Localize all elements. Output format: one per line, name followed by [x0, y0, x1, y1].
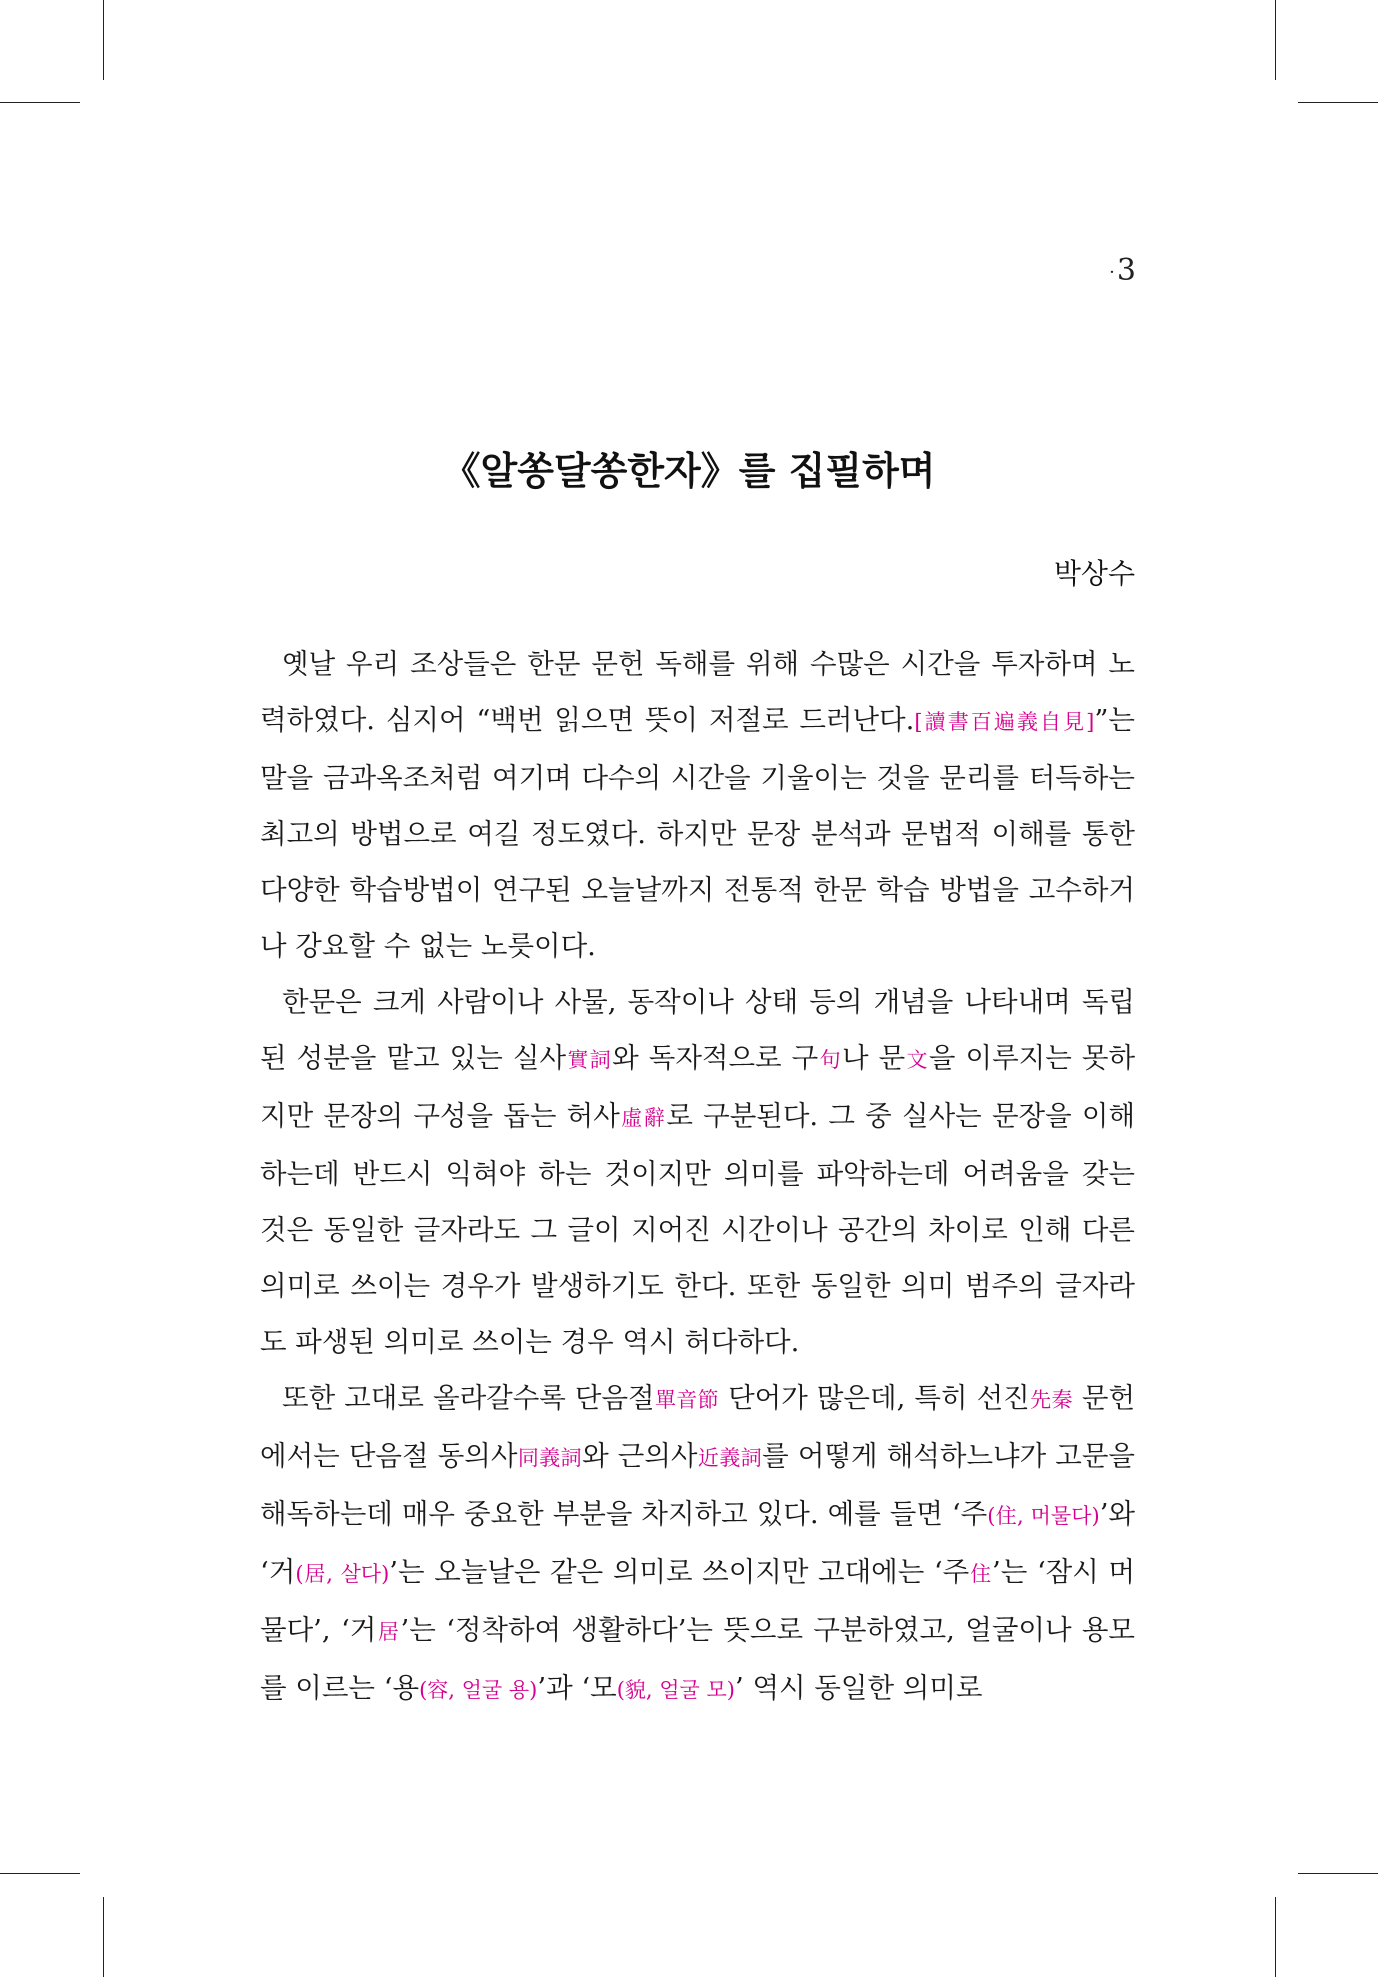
hanja-annotation: (居, 살다): [295, 1562, 390, 1586]
text-run: 를 어떻게 해석하느냐가 고문을 해독하는데 매우 중요한 부분을 차지하고 있다. 예를 들면 ‘주: [260, 1440, 1135, 1530]
crop-mark-top-right-vertical: [1275, 0, 1276, 80]
text-run: ”는 말을 금과옥조처럼 여기며 다수의 시간을 기울이는 것을 문리를 터득하는 최고의 방법으로 여길 정도였다. 하지만 문장 분석과 문법적 이해를 통한 다양한 학습방법이 연구된 오늘날까지 전통적 한문 학습 방법을 고수하거나 강요할 수 없는 노릇이다.: [260, 704, 1135, 962]
text-run: 로 구분된다. 그 중 실사는 문장을 이해하는데 반드시 익혀야 하는 것이지만 의미를 파악하는데 어려움을 갖는 것은 동일한 글자라도 그 글이 지어진 시간이나 공간의 차이로 인해 다른 의미로 쓰이는 경우가 발생하기도 한다. 또한 동일한 의미 범주의 글자라도 파생된 의미로 쓰이는 경우 역시 허다하다.: [260, 1100, 1136, 1358]
text-run: ’과 ‘모: [537, 1672, 617, 1704]
hanja-annotation: 先秦: [1029, 1388, 1073, 1412]
text-run: ’와 ‘거: [260, 1498, 1135, 1588]
hanja-annotation: 文: [905, 1048, 929, 1072]
paragraph-3: [260, 1370, 1135, 1718]
text-run: 을 이루지는 못하지만 문장의 구성을 돕는 허사: [260, 1042, 1136, 1132]
paragraph-2: [260, 974, 1135, 1370]
text-run: ’는 ‘정착하여 생활하다’는 뜻으로 구분하였고, 얼굴이나 용모를 이르는 ‘용: [260, 1614, 1135, 1704]
hanja-annotation: 住: [969, 1562, 993, 1586]
text-run: ’는 ‘잠시 머물다’, ‘거: [260, 1556, 1136, 1646]
author-name: 박상수: [1053, 557, 1135, 590]
page-number-value: 3: [1116, 253, 1136, 288]
text-run: 한문은 크게 사람이나 사물, 동작이나 상태 등의 개념을 나타내며 독립된 성분을 맡고 있는 실사: [260, 986, 1135, 1074]
hanja-annotation: 實詞: [566, 1048, 613, 1072]
text-run: 옛날 우리 조상들은 한문 문헌 독해를 위해 수많은 시간을 투자하며 노력하였다. 심지어 “백번 읽으면 뜻이 저절로 드러난다.: [260, 648, 1135, 736]
text-run: ’는 오늘날은 같은 의미로 쓰이지만 고대에는 ‘주: [389, 1556, 970, 1588]
hanja-annotation: 近義詞: [697, 1446, 763, 1470]
text-run: 와 독자적으로 구: [612, 1042, 819, 1074]
hanja-annotation: 虛辭: [619, 1106, 667, 1130]
hanja-annotation: 單音節: [654, 1388, 719, 1412]
hanja-annotation: 居: [376, 1620, 401, 1644]
hanja-annotation: (住, 머물다): [987, 1504, 1100, 1528]
page-number-dot: ·: [1109, 261, 1115, 283]
text-run: 나 문: [841, 1042, 906, 1074]
crop-mark-bottom-right-horizontal: [1298, 1873, 1378, 1874]
hanja-annotation: 句: [818, 1048, 842, 1072]
text-run: ’ 역시 동일한 의미로: [734, 1672, 983, 1704]
page-title: 《알쏭달쏭한자》를 집필하며: [442, 449, 936, 493]
crop-mark-top-left-vertical: [103, 0, 104, 80]
body-text: [260, 636, 1135, 1718]
text-run: 와 근의사: [582, 1440, 698, 1472]
hanja-annotation: [讀書百遍義自見]: [914, 710, 1095, 734]
crop-mark-top-left-horizontal: [0, 102, 80, 103]
crop-mark-bottom-left-vertical: [103, 1897, 104, 1977]
crop-mark-top-right-horizontal: [1298, 102, 1378, 103]
text-run: 또한 고대로 올라갈수록 단음절: [282, 1382, 655, 1414]
text-run: 문헌에서는 단음절 동의사: [260, 1382, 1136, 1472]
hanja-annotation: (貌, 얼굴 모): [616, 1678, 735, 1702]
paragraph-1: [260, 636, 1135, 974]
crop-mark-bottom-right-vertical: [1275, 1897, 1276, 1977]
hanja-annotation: 同義詞: [517, 1446, 583, 1470]
hanja-annotation: (容, 얼굴 용): [419, 1678, 538, 1702]
page-number: [1100, 253, 1136, 288]
crop-mark-bottom-left-horizontal: [0, 1873, 80, 1874]
text-run: 단어가 많은데, 특히 선진: [719, 1382, 1030, 1414]
